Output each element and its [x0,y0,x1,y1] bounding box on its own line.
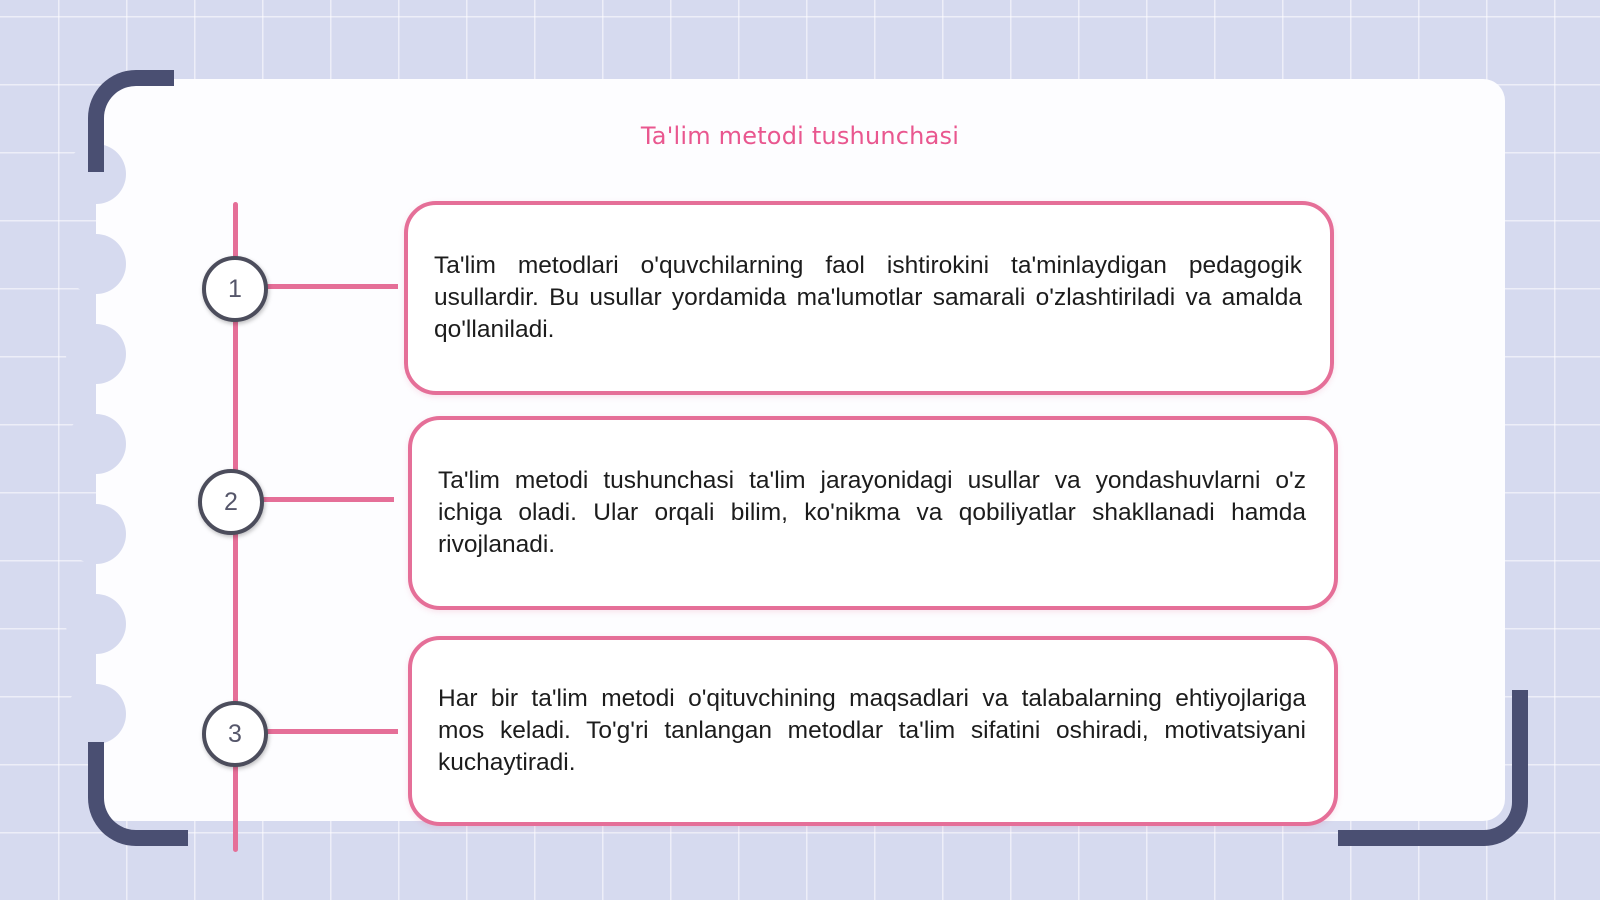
corner-bracket-top-left [88,70,174,172]
scallop-decoration [66,594,126,654]
content-text: Ta'lim metodi tushunchasi ta'lim jarayonidagi usullar va yondashuvlarni o'z ichiga oladi. Ular orqali bilim, ko'nikma va qobiliyatlar shakllanadi hamda rivojlanadi. [438,467,1306,558]
corner-bracket-bottom-left [88,742,188,846]
content-text: Har bir ta'lim metodi o'qituvchining maqsadlari va talabalarning ehtiyojlariga mos keladi. To'g'ri tanlangan metodlar ta'lim sifatini oshiradi, motivatsiyani kuchaytiradi. [438,685,1306,776]
corner-bracket-bottom-right [1338,690,1528,846]
scallop-decoration [66,684,126,744]
scallop-decoration [66,504,126,564]
step-number-1: 1 [202,256,268,322]
step-number-3: 3 [202,701,268,767]
timeline-connector [258,497,394,502]
content-box-2 [408,416,1338,610]
timeline-connector [262,284,398,289]
slide-title: Ta'lim metodi tushunchasi [640,122,960,150]
step-number-2: 2 [198,469,264,535]
scallop-decoration [66,234,126,294]
content-text: Ta'lim metodlari o'quvchilarning faol ishtirokini ta'minlaydigan pedagogik usullardir. Bu usullar yordamida ma'lumotlar samarali o'zlashtiriladi va amalda qo'llaniladi. [434,252,1302,343]
scallop-decoration [66,324,126,384]
content-box-1 [404,201,1334,395]
scallop-decoration [66,414,126,474]
timeline-connector [262,729,398,734]
content-box-3 [408,636,1338,826]
